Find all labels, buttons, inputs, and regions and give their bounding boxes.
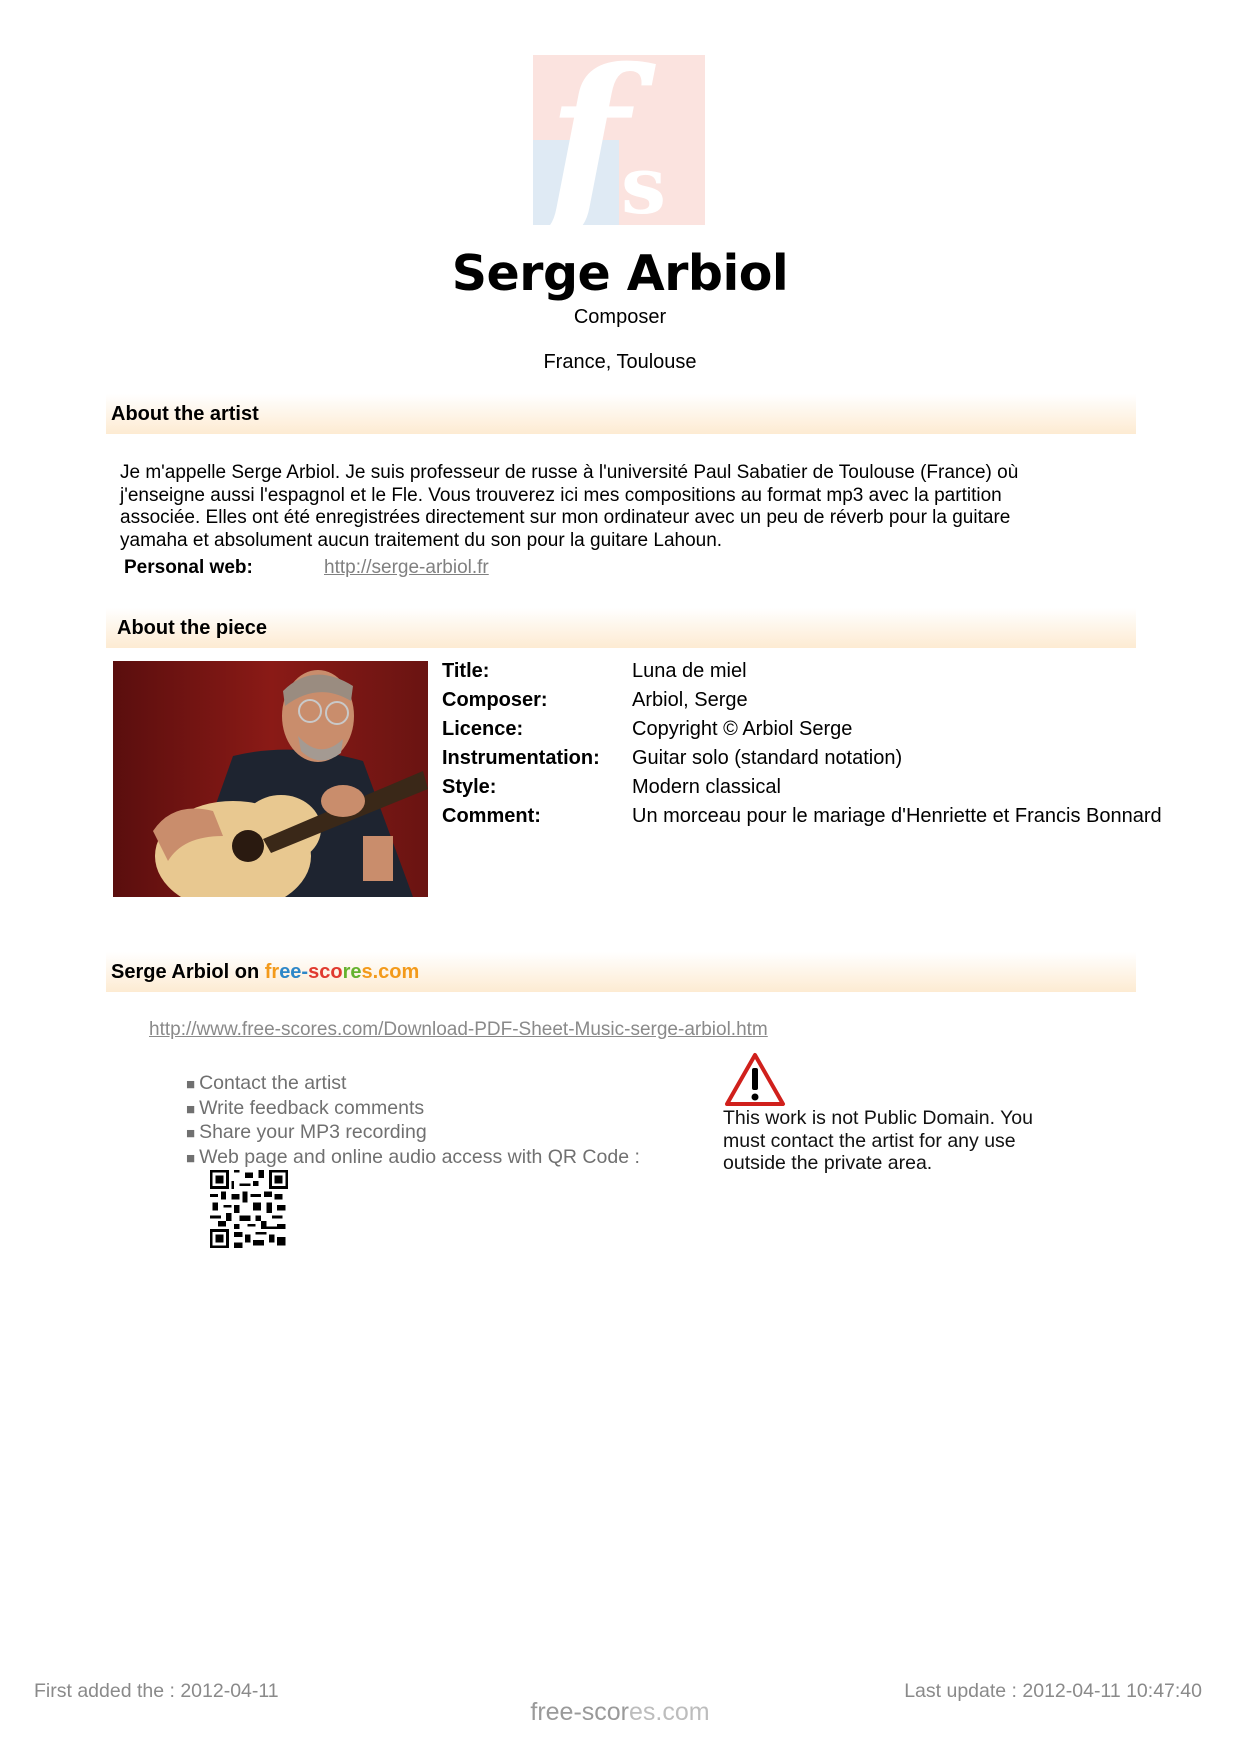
brand-part: sco — [308, 961, 343, 983]
bio-line: yamaha et absolument aucun traitement du son pour la guitare Lahoun. — [120, 529, 723, 551]
field-value: Luna de miel — [632, 660, 747, 682]
field-value: Arbiol, Serge — [632, 689, 748, 711]
artist-role: Composer — [573, 306, 667, 328]
field-label: Instrumentation: — [442, 747, 600, 769]
field-label: Composer: — [442, 689, 548, 711]
copyright-warning — [723, 1107, 1063, 1175]
field-value: Copyright © Arbiol Serge — [632, 718, 853, 740]
brand-part: ee- — [279, 961, 309, 983]
about-artist-heading — [106, 394, 1136, 434]
warning-line: outside the private area. — [723, 1152, 933, 1174]
artist-name: Serge Arbiol — [451, 245, 789, 302]
about-artist-heading-text: About the artist — [111, 403, 259, 425]
bio-line: associée. Elles ont été enregistrées directement sur mon ordinateur avec un peu de réverb pour la guitare — [120, 507, 1011, 528]
footer-logo-light: es.com — [629, 1698, 710, 1726]
bullet-icon: ■ — [186, 1149, 196, 1167]
free-scores-logo — [533, 55, 705, 225]
footer-logo-main: free-scor — [530, 1698, 630, 1726]
bio-line: Je m'appelle Serge Arbiol. Je suis professeur de russe à l'université Paul Sabatier de Toulouse (France) où — [120, 462, 1019, 483]
on-freescores-heading — [106, 952, 1136, 992]
freescores-brand — [265, 961, 420, 983]
qr-code-link[interactable] — [186, 1146, 640, 1171]
warning-line: This work is not Public Domain. You — [723, 1107, 1033, 1129]
svg-text:f: f — [547, 55, 629, 225]
warning-line: must contact the artist for any use — [723, 1129, 1016, 1152]
on-freescores-heading-prefix: Serge Arbiol on — [111, 961, 265, 983]
field-label: Comment: — [442, 805, 541, 827]
bullet-icon: ■ — [186, 1125, 196, 1142]
bullet-icon: ■ — [186, 1100, 196, 1118]
qr-code[interactable] — [210, 1170, 288, 1248]
field-label: Title: — [442, 660, 490, 682]
artist-action-links — [186, 1072, 640, 1170]
first-added-date: First added the : 2012-04-11 — [34, 1680, 279, 1702]
svg-text:s: s — [621, 138, 667, 225]
bullet-icon: ■ — [186, 1076, 196, 1093]
about-piece-heading-text: About the piece — [117, 617, 268, 639]
brand-part: s.com — [361, 961, 420, 983]
freescores-artist-link[interactable]: http://www.free-scores.com/Download-PDF-Sheet-Music-serge-arbiol.htm — [149, 1019, 768, 1040]
link-label: Web page and online audio access with QR Code : — [199, 1145, 640, 1168]
write-feedback-link[interactable] — [186, 1097, 640, 1122]
artist-bio — [120, 462, 1120, 552]
about-piece-heading — [106, 608, 1136, 648]
footer-logo — [0, 1698, 1240, 1727]
field-value: Modern classical — [632, 776, 781, 798]
brand-part: re — [342, 961, 362, 983]
link-label: Write feedback comments — [199, 1096, 425, 1119]
personal-web-label: Personal web: — [124, 557, 253, 578]
field-value: Guitar solo (standard notation) — [632, 747, 903, 769]
link-label: Share your MP3 recording — [199, 1121, 427, 1143]
last-update-date: Last update : 2012-04-11 10:47:40 — [904, 1680, 1202, 1702]
personal-web-link[interactable]: http://serge-arbiol.fr — [324, 557, 489, 578]
bio-line: j'enseigne aussi l'espagnol et le Fle. Vous trouverez ici mes compositions au format mp3 avec la partition — [120, 484, 1002, 506]
share-mp3-link[interactable] — [186, 1121, 640, 1146]
brand-part: fr — [264, 961, 280, 983]
field-label: Licence: — [442, 718, 524, 740]
warning-icon — [724, 1052, 786, 1107]
artist-photo — [113, 661, 428, 897]
field-label: Style: — [442, 776, 497, 798]
field-value: Un morceau pour le mariage d'Henriette et Francis Bonnard — [632, 805, 1162, 827]
contact-artist-link[interactable] — [186, 1072, 640, 1097]
link-label: Contact the artist — [199, 1072, 347, 1094]
artist-location: France, Toulouse — [543, 351, 697, 373]
